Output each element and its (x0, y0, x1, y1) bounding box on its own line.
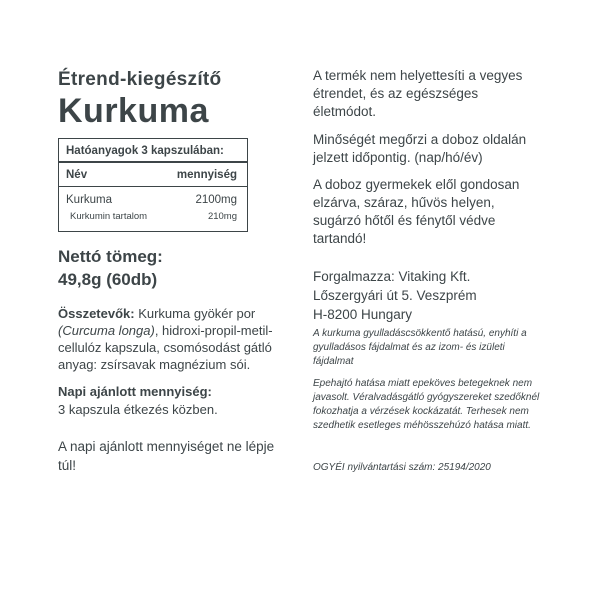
ingredients-part-a: Kurkuma gyökér por (134, 306, 256, 321)
table-header: Hatóanyagok 3 kapszulában: (66, 145, 224, 157)
distributor-block (313, 267, 541, 324)
table-divider-thin (59, 186, 247, 187)
ingredients-text (58, 305, 288, 373)
table-row-name: Kurkumin tartalom (70, 211, 148, 222)
dose-warning: A napi ajánlott mennyiséget ne lépje túl! (58, 439, 275, 473)
table-row-quantity: 2100mg (195, 194, 237, 206)
distributor-address: Lőszergyári út 5. Veszprém (313, 288, 477, 303)
ingredients-part-b: , hidroxi-propil-metil-cellulóz kapszula, csomósodást gátló anyag: zsírsavak magnézium sói. (58, 323, 273, 372)
diet-disclaimer: A termék nem helyettesíti a vegyes étrendet, és az egészséges életmódot. (313, 68, 523, 119)
product-category: Étrend-kiegészítő (58, 69, 222, 90)
column-quantity-header: mennyiség (176, 169, 237, 181)
storage-instructions: A doboz gyermekek elől gondosan elzárva, száraz, hűvös helyen, sugárzó hőtől és fénytől védve tartandó! (313, 177, 520, 246)
column-name-header: Név (66, 169, 88, 181)
table-divider-thick (59, 161, 247, 163)
net-weight-value: 49,8g (60db) (58, 270, 158, 289)
distributor-postal: H-8200 Hungary (313, 307, 413, 322)
table-row-name: Kurkuma (66, 194, 113, 206)
ingredients-latin-name: (Curcuma longa) (58, 323, 155, 338)
daily-dose-label: Napi ajánlott mennyiség: (58, 384, 212, 399)
daily-dose-text: 3 kapszula étkezés közben. (58, 402, 218, 417)
active-ingredients-table (58, 138, 248, 232)
ingredients-label: Összetevők: (58, 306, 135, 321)
table-row-quantity: 210mg (207, 211, 237, 222)
effect-note: A kurkuma gyulladáscsökkentő hatású, enyhíti a gyulladásos fájdalmat és az izom- és izületi fájdalmat (313, 328, 527, 367)
registration-number: OGYÉI nyilvántartási szám: 25194/2020 (313, 462, 491, 473)
net-weight-label: Nettó tömeg: (58, 247, 163, 266)
best-before-note: Minőségét megőrzi a doboz oldalán jelzett időpontig. (nap/hó/év) (313, 132, 527, 165)
contraindication-note: Epehajtó hatása miatt epeköves betegeknek nem javasolt. Véralvadásgátló gyógyszereket szedőknél fokozhatja a vérzések kockázatát. Terhesek nem szedhetik esetleges méhösszehúzó hatása miatt. (313, 378, 540, 431)
distributor-line: Forgalmazza: Vitaking Kft. (313, 269, 471, 284)
product-title: Kurkuma (58, 92, 209, 130)
